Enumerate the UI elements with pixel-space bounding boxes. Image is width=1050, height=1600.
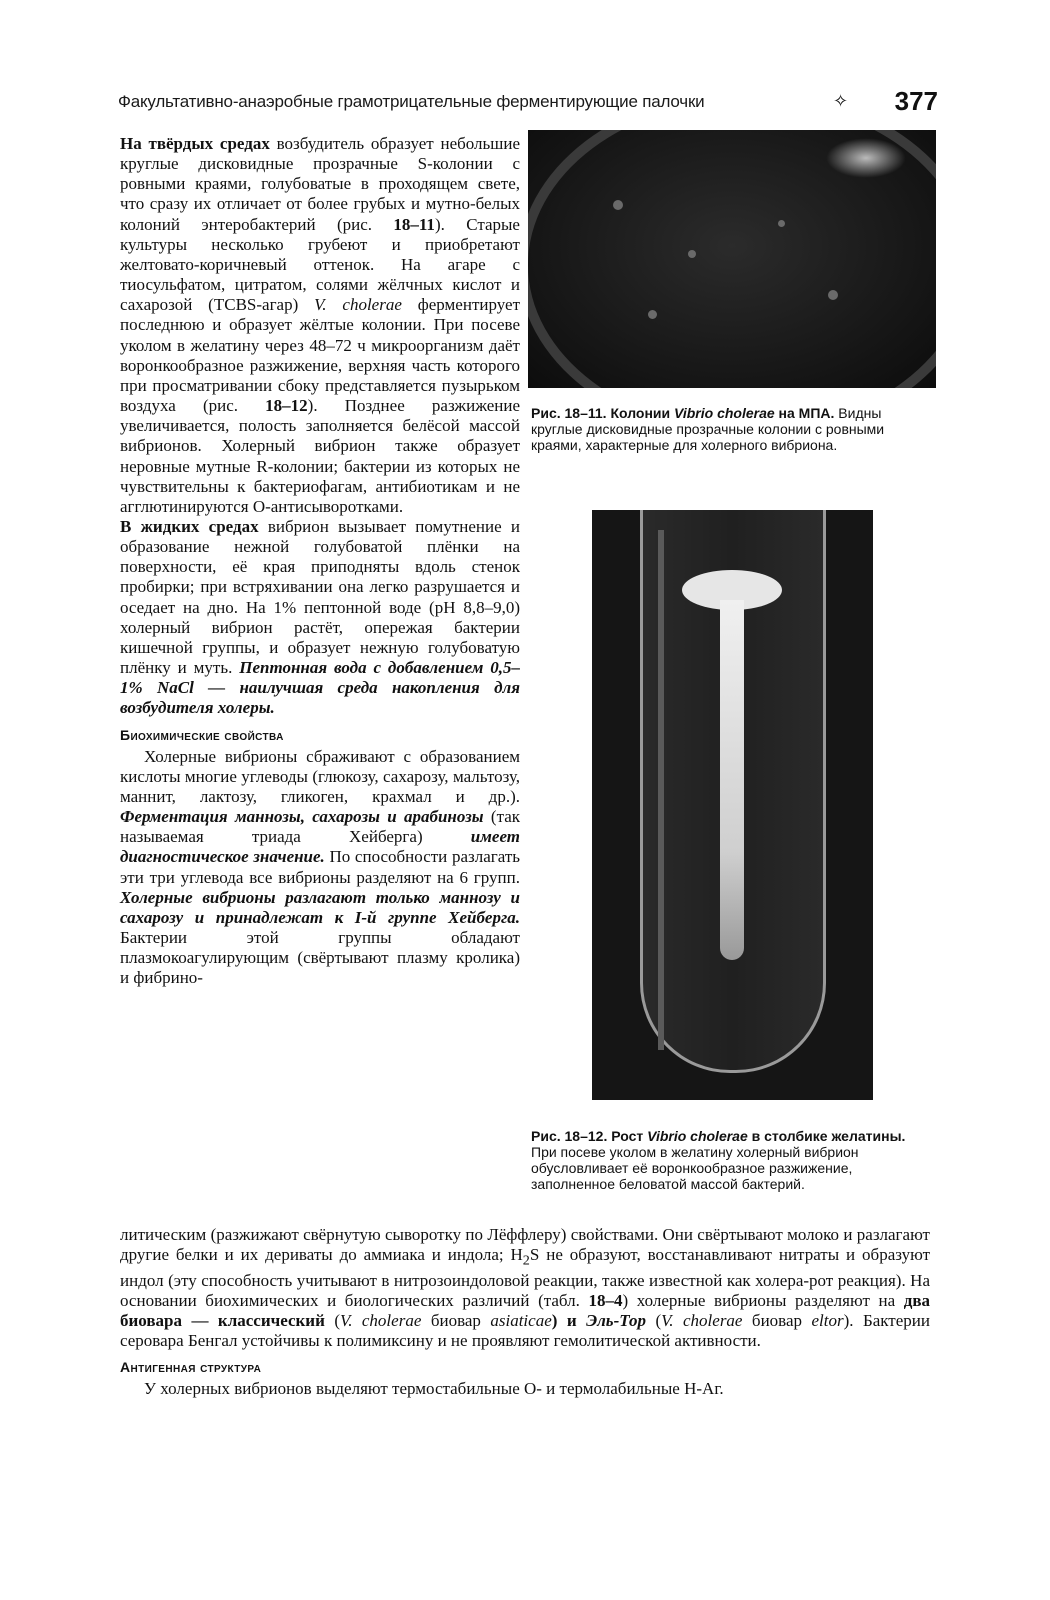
species-name: V. cholerae bbox=[340, 1311, 422, 1331]
table-ref: 18–4 bbox=[588, 1290, 623, 1310]
paragraph-liquid-media bbox=[120, 517, 520, 719]
colony bbox=[778, 220, 785, 227]
biovar-name: eltor bbox=[811, 1311, 844, 1331]
fig1-text: Видны круглые дисковидные прозрачные колонии с ровными краями, характерные для холерного вибриона. bbox=[531, 405, 885, 453]
tube-highlight bbox=[658, 530, 664, 1050]
fig1-title-end: на МПА. bbox=[774, 405, 835, 421]
section-heading-antigen: Антигенная структура bbox=[120, 1359, 262, 1376]
fig1-title: Колонии bbox=[606, 405, 675, 421]
species-name: V. cholerae bbox=[661, 1311, 743, 1331]
paragraph-biochem-cont bbox=[120, 1225, 930, 1351]
page-number: 377 bbox=[894, 86, 938, 116]
text: ) холерные вибрионы разделяют на bbox=[622, 1290, 904, 1310]
emphasis: Пептонная вода с добавлением 0,5–1% NaCl — наилучшая среда накопления для возбудителя холеры. bbox=[120, 658, 520, 718]
solid-media-lead: На твёрдых средах bbox=[120, 134, 270, 153]
fig1-label: Рис. 18–11. bbox=[531, 405, 607, 421]
text: По способности разлагать эти три углевода все вибрионы разделяют на 6 групп. bbox=[120, 847, 520, 887]
text: биовар bbox=[742, 1311, 812, 1331]
liquefaction-stem bbox=[720, 600, 744, 960]
liquid-media-lead: В жидких средах bbox=[120, 516, 259, 536]
ornament-icon: ✧ bbox=[833, 91, 849, 112]
biovar-eltor: Эль-Тор bbox=[586, 1311, 646, 1331]
biovars-term: два биовара — классический bbox=[120, 1290, 930, 1331]
colony bbox=[648, 310, 657, 319]
emphasis: Ферментация маннозы, сахарозы и арабинозы bbox=[120, 807, 484, 827]
text: ферментирует последнюю и образует жёлтые колонии. При посеве уколом в желатину через 48–72 ч микроорганизм даёт воронкообразное разжижение, верхняя часть которого при просматривании сбоку представляется пузырьком воздуха (рис. bbox=[120, 295, 520, 416]
paragraph-solid-media bbox=[120, 134, 520, 517]
text: ). Старые культуры несколько грубеют и приобретают желтовато-коричневый оттенок. На агаре с тиосульфатом, цитратом, солями жёлчных кислот и сахарозой (TCBS-агар) bbox=[120, 214, 520, 315]
main-column bbox=[120, 134, 520, 989]
running-title: Факультативно-анаэробные грамотрицательные ферментирующие палочки bbox=[118, 92, 705, 111]
full-width-text bbox=[120, 1225, 930, 1400]
text: ( bbox=[646, 1311, 662, 1331]
fig2-title: Рост bbox=[607, 1128, 648, 1144]
emphasis: имеет диагностическое значение. bbox=[120, 827, 520, 867]
text: возбудитель образует небольшие круглые дисковидные прозрачные S-колонии с ровными краями, голубоватые в проходящем свете, что сразу их отличает от более грубых и мутно-белых колоний энтеробактерий (рис. bbox=[120, 134, 521, 234]
text: ). Позднее разжижение увеличивается, полость заполняется белёсой массой вибрионов. Холерный вибрион также образует неровные мутные R-колонии; бактерии из которых не чувствительны к бактериофагам, антибиотикам и не агглютинируются О-антисыворотками. bbox=[120, 396, 520, 516]
paragraph-biochem bbox=[120, 747, 520, 989]
section-heading-biochem: Биохимические свойства bbox=[120, 726, 284, 743]
colony bbox=[828, 290, 838, 300]
running-header bbox=[118, 86, 938, 126]
figure-ref: 18–11 bbox=[393, 214, 435, 234]
figure-ref: 18–12 bbox=[265, 396, 308, 416]
fig2-species: Vibrio cholerae bbox=[647, 1128, 748, 1144]
text: литическим (разжижают свёрнутую сыворотку по Лёффлеру) свойствами. Они свёртывают молоко и разлагают другие белки и их дериваты до аммиака и индола; H bbox=[120, 1225, 930, 1265]
subscript: 2 bbox=[522, 1252, 530, 1269]
figure-18-11-caption bbox=[531, 405, 931, 453]
text: ) и bbox=[551, 1311, 587, 1331]
text: вибрион вызывает помутнение и образование нежной голубоватой плёнки на поверхности, её края приподняты вдоль стенок пробирки; при встряхивании она легко разрушается и оседает на дно. На 1% пептонной воде (pH 8,8–9,0) холерный вибрион растёт, опережая бактерии кишечной группы, и образует нежную голубоватую плёнку и муть. bbox=[120, 516, 520, 678]
paragraph-antigen: У холерных вибрионов выделяют термостабильные О- и термолабильные Н-Аг. bbox=[144, 1379, 724, 1399]
fig1-species: Vibrio cholerae bbox=[674, 405, 775, 421]
colony bbox=[613, 200, 623, 210]
figure-18-12-photo bbox=[592, 510, 873, 1100]
fig2-label: Рис. 18–12. bbox=[531, 1128, 608, 1144]
emphasis: Холерные вибрионы разлагают только маннозу и сахарозу и принадлежат к I-й группе Хейберга. bbox=[120, 887, 520, 927]
colony bbox=[688, 250, 696, 258]
text: Холерные вибрионы сбраживают с образованием кислоты многие углеводы (глюкозу, сахарозу, мальтозу, маннит, лактозу, гликоген, крахмал и др.). bbox=[120, 746, 520, 806]
text: ( bbox=[324, 1311, 340, 1331]
dish-glare bbox=[826, 138, 906, 178]
figure-18-11-photo bbox=[528, 130, 936, 388]
text: биовар bbox=[421, 1311, 491, 1331]
species-name: V. cholerae bbox=[314, 295, 402, 315]
fig2-title-end: в столбике желатины. bbox=[747, 1128, 906, 1144]
text: ). Бактерии серовара Бенгал устойчивы к полимиксину и не проявляют гемолитической активности. bbox=[120, 1311, 930, 1351]
figure-18-12-caption bbox=[531, 1128, 931, 1192]
fig2-text: При посеве уколом в желатину холерный вибрион обусловливает её воронкообразное разжижение, заполненное беловатой массой бактерий. bbox=[531, 1144, 859, 1192]
text: S не образуют, восстанавливают нитраты и образуют индол (эту способность учитывают в нитрозоиндоловой реакции, также известной как холера-рот реакция). На основании биохимических и биологических различий (табл. bbox=[120, 1245, 930, 1310]
text: Бактерии этой группы обладают плазмокоагулирующим (свёртывают плазму кролика) и фибрино- bbox=[120, 928, 520, 988]
biovar-name: asiaticae bbox=[490, 1311, 552, 1331]
text: (так называемая триада Хейберга) bbox=[120, 807, 521, 847]
